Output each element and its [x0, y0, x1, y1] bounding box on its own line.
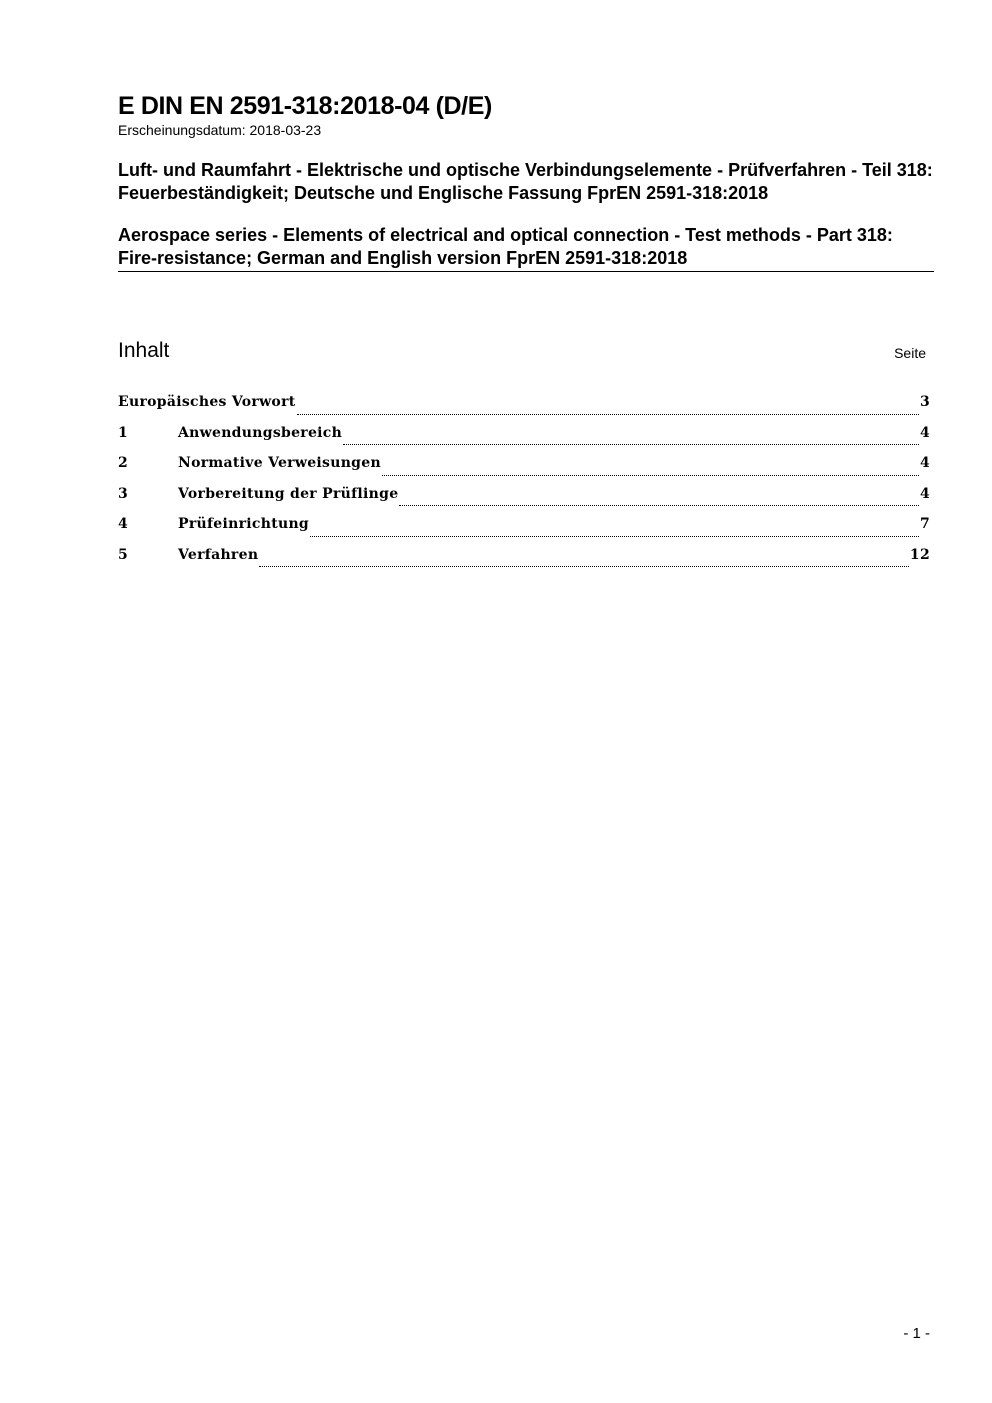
toc-leader	[310, 535, 919, 537]
toc-entry-page: 4	[919, 485, 930, 502]
toc-entry-5[interactable]	[118, 547, 930, 578]
toc-leader	[399, 504, 919, 506]
toc-entry-page: 4	[919, 455, 930, 471]
toc-leader	[382, 474, 919, 476]
toc-entry-title: Prüfeinrichtung	[178, 516, 310, 532]
toc-entry-title: Anwendungsbereich	[178, 424, 343, 441]
toc-entry-2[interactable]	[118, 455, 930, 486]
toc-entry-number: 1	[118, 424, 129, 441]
toc-entry-number: 3	[118, 485, 129, 502]
document-number: E DIN EN 2591-318:2018-04 (D/E)	[118, 92, 492, 120]
document-header	[118, 91, 934, 272]
toc-entry-title: Vorbereitung der Prüflinge	[178, 485, 399, 502]
toc-heading: Inhalt	[118, 339, 170, 362]
toc-entry-page: 3	[919, 394, 930, 410]
table-of-contents	[118, 394, 930, 577]
toc-page-label: Seite	[894, 345, 926, 361]
toc-entry-foreword[interactable]	[118, 394, 930, 425]
toc-entry-title: Verfahren	[178, 546, 259, 563]
toc-entry-page: 4	[919, 424, 930, 441]
toc-entry-4[interactable]	[118, 516, 930, 547]
toc-entry-number: 4	[118, 516, 129, 532]
toc-entry-number: 5	[118, 546, 129, 563]
toc-entry-3[interactable]	[118, 486, 930, 517]
toc-leader	[343, 443, 919, 445]
toc-entry-title: Europäisches Vorwort	[118, 394, 296, 410]
toc-entry-1[interactable]	[118, 425, 930, 456]
title-english: Aerospace series - Elements of electrical and optical connection - Test methods - Part 318: Fire-resistance; German and English version FprEN 2591-318:2018	[118, 224, 934, 272]
toc-header	[118, 338, 926, 368]
toc-entry-page: 7	[919, 516, 930, 532]
toc-entry-page: 12	[909, 546, 930, 563]
toc-leader	[259, 565, 909, 567]
publication-date: Erscheinungsdatum: 2018-03-23	[118, 122, 322, 138]
page-number: - 1 -	[903, 1325, 930, 1342]
toc-leader	[297, 413, 919, 415]
title-german: Luft- und Raumfahrt - Elektrische und optische Verbindungselemente - Prüfverfahren - Teil 318: Feuerbeständigkeit; Deutsche und Englische Fassung FprEN 2591-318:2018	[118, 160, 933, 203]
toc-entry-title: Normative Verweisungen	[178, 455, 381, 471]
toc-entry-number: 2	[118, 455, 129, 471]
